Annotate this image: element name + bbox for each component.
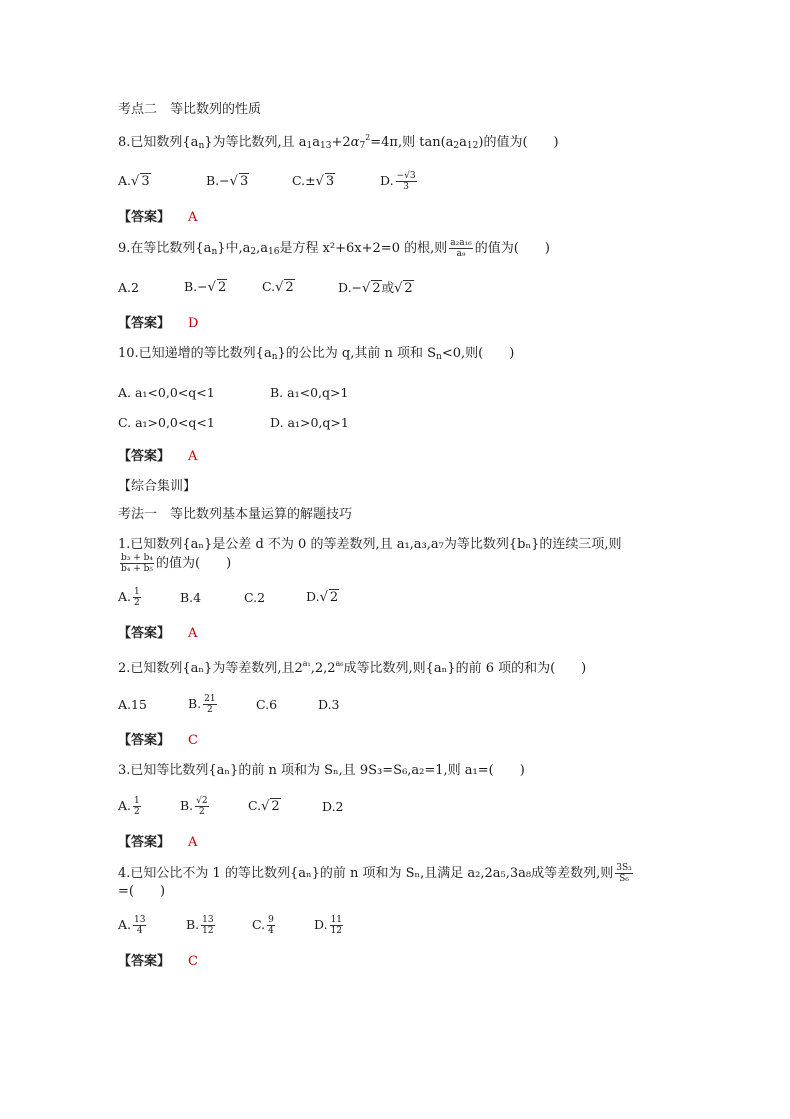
section-subtitle: 考法一 等比数列基本量运算的解题技巧 bbox=[118, 507, 353, 522]
section-title: 【综合集训】 bbox=[118, 479, 197, 494]
choice-b: B. $\frac{√2}{2}$ bbox=[180, 795, 208, 817]
sqrt-symbol: √ 3 bbox=[131, 174, 150, 189]
question-c3-stem: 3.已知等比数列{aₙ}的前 n 项和为 Sₙ,且 9S₃=S₆,a₂=1,则 a₁=( ) bbox=[118, 763, 525, 778]
choice-a: A.2 bbox=[118, 279, 139, 295]
choice-a: A. a₁<0,0<q<1 bbox=[118, 384, 215, 400]
choice-a: A.15 bbox=[118, 696, 147, 712]
choice-b: B.−√ 3 bbox=[206, 173, 249, 189]
question-8-answer: 【答案】 A bbox=[118, 210, 198, 225]
sqrt-symbol: √ 2 bbox=[207, 280, 227, 295]
choice-a: A. $\frac{1}{2}$ bbox=[118, 586, 140, 608]
choice-d: D.−√ 2或√ 2 bbox=[338, 280, 413, 296]
question-10-choices-row2 bbox=[118, 411, 678, 433]
choice-b: B.−√ 2 bbox=[184, 279, 227, 295]
question-c1-stem-line2: $\frac{\text{b₃ + b₄}}{\text{b₄ + b₅}}$ 的值为( ) bbox=[121, 553, 232, 574]
sqrt-symbol: √ 2 bbox=[261, 799, 280, 814]
choice-b: B.4 bbox=[180, 589, 202, 605]
fraction: $\frac{13}{12}$ bbox=[202, 914, 214, 936]
sqrt-symbol: √ 3 bbox=[229, 174, 249, 189]
question-8-stem: 8.已知数列{an}为等比数列,且 $a1a13+2\alpha 7^2=4\pi$,则 tan(a2a12)的值为( ) bbox=[118, 133, 559, 151]
choice-d: D. $\frac{-√3}{3}$ bbox=[380, 170, 416, 192]
question-c1-choices bbox=[118, 586, 678, 608]
question-9-choices bbox=[118, 276, 678, 298]
choice-d: D. $\frac{11}{12}$ bbox=[314, 914, 343, 936]
question-10-answer: 【答案】 A bbox=[118, 449, 198, 464]
question-c3-choices bbox=[118, 795, 678, 817]
sqrt-symbol: √ 3 bbox=[315, 174, 335, 189]
sqrt-symbol: √ 2 bbox=[275, 280, 294, 295]
fraction: $\frac{9}{4}$ bbox=[268, 914, 274, 936]
question-c4-answer: 【答案】 C bbox=[118, 954, 198, 969]
choice-c: C.2 bbox=[244, 589, 266, 605]
question-9-stem: 9.在等比数列{an}中,a2,a16是方程 x²+6x+2=0 的根,则 $\frac{\text{a₂a₁₆}}{\text{a₉}}$ 的值为( ) bbox=[118, 238, 550, 259]
question-c4-stem-line1: 4.已知公比不为 1 的等比数列{aₙ}的前 n 项和为 Sₙ,且满足 a₂,2a₅,3a₈成等差数列,则 $\frac{\text{3S₃}}{\text{S₆}}$ bbox=[118, 863, 632, 884]
choice-a: A. $\frac{1}{2}$ bbox=[118, 795, 140, 817]
choice-d: D. a₁>0,q>1 bbox=[270, 414, 349, 430]
question-c4-stem-line2: =( ) bbox=[118, 884, 166, 899]
sqrt-symbol: √ 2 bbox=[362, 281, 381, 296]
fraction: $\frac{1}{2}$ bbox=[134, 795, 140, 817]
fraction: $\frac{\text{3S₃}}{\text{S₆}}$ bbox=[616, 863, 632, 884]
choice-a: A. $\frac{13}{4}$ bbox=[118, 914, 146, 936]
sqrt-symbol: √ 2 bbox=[319, 590, 339, 605]
question-c2-choices bbox=[118, 693, 678, 715]
sqrt-symbol: √ 2 bbox=[394, 281, 413, 296]
choice-d: D.3 bbox=[318, 696, 340, 712]
question-8-choices bbox=[118, 170, 678, 192]
choice-d: D.2 bbox=[322, 798, 344, 814]
fraction: $\frac{\text{b₃ + b₄}}{\text{b₄ + b₅}}$ bbox=[121, 553, 154, 574]
question-10-stem: 10.已知递增的等比数列{an}的公比为 q,其前 n 项和 Sn<0,则( ) bbox=[118, 346, 515, 362]
document-page bbox=[118, 100, 678, 982]
fraction: $\frac{-√3}{3}$ bbox=[396, 170, 416, 192]
choice-c: C.6 bbox=[256, 696, 278, 712]
question-c2-stem: 2.已知数列{aₙ}为等差数列,且$2^{a_1},2,2^{a_6}$成等比数列,则{aₙ}的前 6 项的和为( ) bbox=[118, 659, 587, 676]
question-10-choices-row1 bbox=[118, 381, 678, 403]
choice-b: B. $\frac{13}{12}$ bbox=[186, 914, 214, 936]
question-c3-answer: 【答案】 A bbox=[118, 835, 198, 850]
choice-a: A.√ 3 bbox=[118, 173, 150, 189]
fraction: $\frac{21}{2}$ bbox=[204, 693, 216, 715]
question-c1-stem-line1: 1.已知数列{aₙ}是公差 d 不为 0 的等差数列,且 a₁,a₃,a₇为等比数列{bₙ}的连续三项,则 bbox=[118, 537, 622, 552]
choice-b: B. a₁<0,q>1 bbox=[270, 384, 349, 400]
choice-c: C. a₁>0,0<q<1 bbox=[118, 414, 215, 430]
choice-c: C.±√ 3 bbox=[292, 173, 335, 189]
fraction: $\frac{1}{2}$ bbox=[134, 586, 140, 608]
choice-d: D.√ 2 bbox=[306, 589, 339, 605]
question-c2-answer: 【答案】 C bbox=[118, 733, 198, 748]
choice-c: C. $\frac{9}{4}$ bbox=[252, 914, 274, 936]
fraction: $\frac{\text{a₂a₁₆}}{\text{a₉}}$ bbox=[450, 238, 472, 259]
choice-b: B. $\frac{21}{2}$ bbox=[188, 693, 216, 715]
fraction: $\frac{√2}{2}$ bbox=[196, 795, 208, 817]
fraction: $\frac{13}{4}$ bbox=[134, 914, 146, 936]
fraction: $\frac{11}{12}$ bbox=[330, 914, 343, 936]
section-heading: 考点二 等比数列的性质 bbox=[118, 102, 262, 117]
question-c1-answer: 【答案】 A bbox=[118, 626, 198, 641]
question-c4-choices bbox=[118, 914, 678, 936]
choice-c: C.√ 2 bbox=[248, 798, 280, 814]
choice-c: C.√ 2 bbox=[262, 279, 294, 295]
question-9-answer: 【答案】 D bbox=[118, 316, 199, 331]
